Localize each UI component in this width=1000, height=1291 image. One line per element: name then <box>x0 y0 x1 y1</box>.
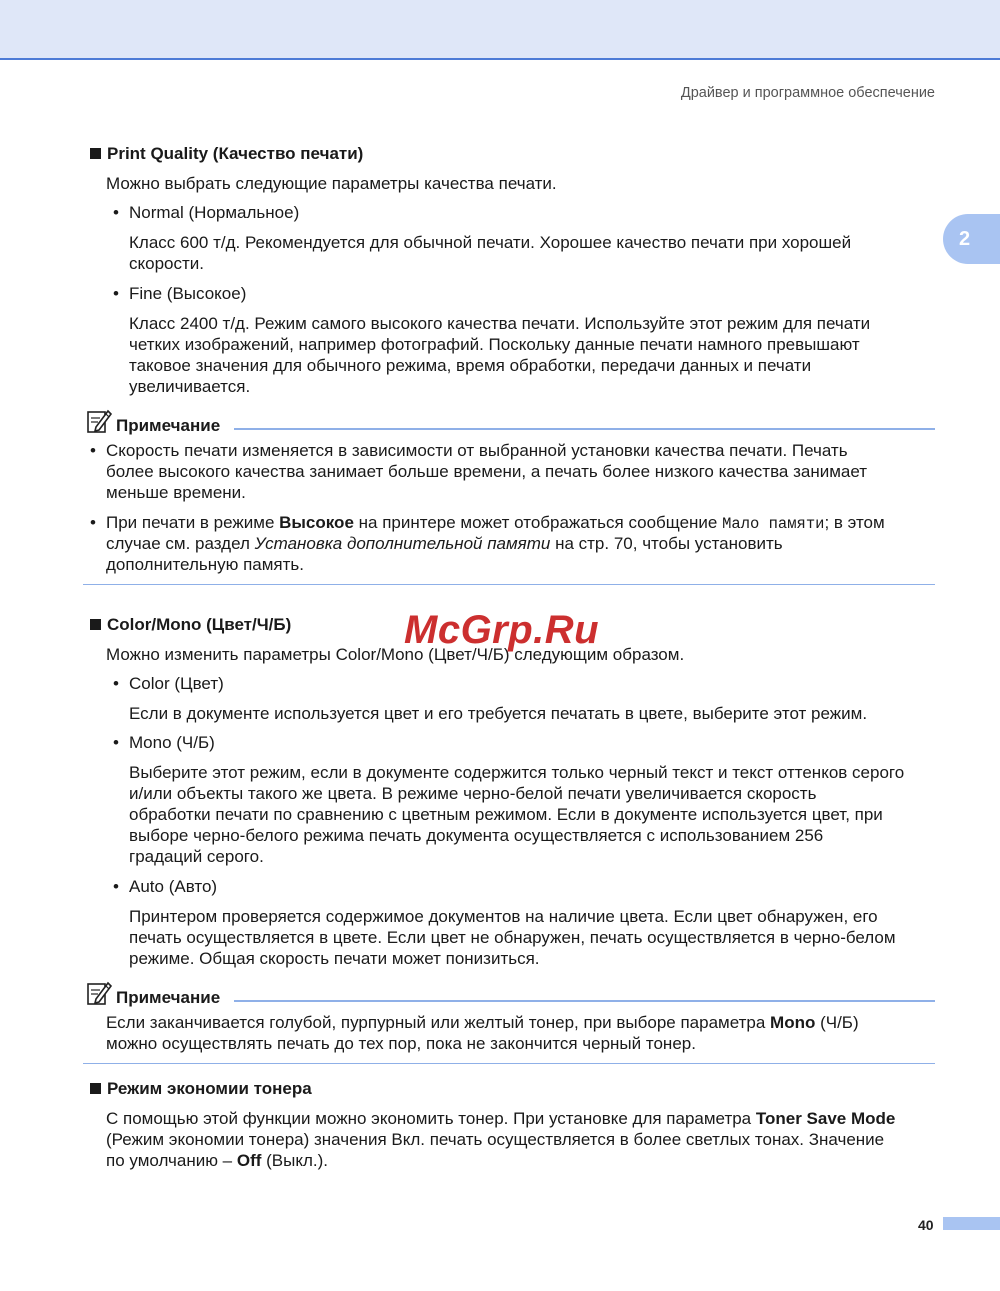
note-text-line <box>106 533 783 554</box>
paragraph-line: таковое значения для обычного режима, время обработки, передачи данных и печати <box>129 356 812 375</box>
paragraph-line: увеличивается. <box>129 377 251 396</box>
paragraph-text: С помощью этой функции можно экономить тонер. При установке для параметра <box>106 1109 756 1128</box>
list-item-label: Fine (Высокое) <box>129 284 247 303</box>
paragraph-line: и/или объекты такого же цвета. В режиме черно-белой печати увеличивается скорость <box>129 784 817 803</box>
paragraph: Можно изменить параметры Color/Mono (Цвет/Ч/Б) следующим образом. <box>106 645 685 664</box>
note-text: При печати в режиме <box>106 513 280 532</box>
paragraph: Можно выбрать следующие параметры качества печати. <box>106 174 557 193</box>
top-header-band <box>0 0 1000 60</box>
paragraph-line: градаций серого. <box>129 847 264 866</box>
list-item: • Auto (Авто) <box>113 877 218 896</box>
list-item-label: Normal (Нормальное) <box>129 203 300 222</box>
note-text: Если заканчивается голубой, пурпурный или желтый тонер, при выборе параметра <box>106 1013 771 1032</box>
note-text-bold: Mono <box>770 1013 816 1032</box>
note-text: на стр. 70, чтобы установить <box>550 534 783 553</box>
paragraph-line: печать осуществляется в цвете. Если цвет не обнаружен, печать осуществляется в черно-белом <box>129 928 896 947</box>
note-text: ; в этом <box>824 513 885 532</box>
paragraph-text-bold: Toner Save Mode <box>755 1109 896 1128</box>
paragraph-line: Если в документе используется цвет и его требуется печатать в цвете, выберите этот режим. <box>129 704 868 723</box>
paragraph-text: по умолчанию – <box>106 1151 237 1170</box>
note-text: более высокого качества занимает больше времени, а печать более низкого качества занимает <box>106 462 868 481</box>
paragraph-line: режиме. Общая скорость печати может понизиться. <box>129 949 540 968</box>
note-text: на принтере может отображаться сообщение <box>353 513 723 532</box>
paragraph-text: (Выкл.). <box>261 1151 329 1170</box>
list-item: • Color (Цвет) <box>113 674 224 693</box>
paragraph-line <box>106 1150 328 1171</box>
note-text: меньше времени. <box>106 483 246 502</box>
note-pencil-icon <box>86 408 112 434</box>
paragraph-line: Принтером проверяется содержимое документов на наличие цвета. Если цвет обнаружен, его <box>129 907 878 926</box>
paragraph-line: обработки печати по сравнению с цветным режимом. Если в документе используется цвет, при <box>129 805 883 824</box>
list-item-label: Mono (Ч/Б) <box>129 733 215 752</box>
note-divider <box>234 428 935 430</box>
paragraph-line: (Режим экономии тонера) значения Вкл. печать осуществляется в более светлых тонах. Значение <box>106 1130 885 1149</box>
list-item: • Normal (Нормальное) <box>113 203 300 222</box>
square-bullet-icon <box>90 619 101 630</box>
note-text-bold: Высокое <box>279 513 354 532</box>
square-bullet-icon <box>90 148 101 159</box>
list-item: • Fine (Высокое) <box>113 284 247 303</box>
chapter-tab: 2 <box>943 214 1000 264</box>
list-item-label: Auto (Авто) <box>129 877 218 896</box>
running-header: Драйвер и программное обеспечение <box>680 85 935 101</box>
paragraph-line: выборе черно-белого режима печать документа осуществляется с использованием 256 <box>129 826 824 845</box>
paragraph-line <box>106 1108 895 1129</box>
note-bottom-rule <box>83 584 935 585</box>
note-text: Скорость печати изменяется в зависимости от выбранной установки качества печати. Печать <box>106 441 848 460</box>
note-text-line <box>106 1012 859 1033</box>
note-text: дополнительную память. <box>106 555 305 574</box>
note-label: Примечание <box>116 988 221 1007</box>
section-title-color-mono <box>90 614 291 635</box>
paragraph-line: Класс 600 т/д. Рекомендуется для обычной печати. Хорошее качество печати при хорошей <box>129 233 852 252</box>
section-title-text: Print Quality (Качество печати) <box>107 144 364 163</box>
note-label: Примечание <box>116 416 221 435</box>
note-divider <box>234 1000 935 1002</box>
cross-reference-link[interactable]: Установка дополнительной памяти <box>254 534 551 553</box>
paragraph-line: Класс 2400 т/д. Режим самого высокого качества печати. Используйте этот режим для печати <box>129 314 871 333</box>
paragraph-line: четких изображений, например фотографий. Поскольку данные печати намного превышают <box>129 335 860 354</box>
section-title-toner-save <box>90 1078 312 1099</box>
paragraph-line: Выберите этот режим, если в документе содержится только черный текст и текст оттенков серого <box>129 763 905 782</box>
page-number: 40 <box>918 1217 934 1233</box>
lcd-message: Мало памяти <box>722 515 825 533</box>
paragraph-text-bold: Off <box>236 1151 262 1170</box>
note-bullet: • При печати в режиме Высокое на принтере может отображаться сообщение Мало памяти; в этом <box>90 513 885 533</box>
list-item: • Mono (Ч/Б) <box>113 733 215 752</box>
section-title-print-quality <box>90 143 363 164</box>
list-item-label: Color (Цвет) <box>129 674 224 693</box>
note-text: (Ч/Б) <box>815 1013 859 1032</box>
section-title-text: Color/Mono (Цвет/Ч/Б) <box>107 615 292 634</box>
note-text: можно осуществлять печать до тех пор, пока не закончится черный тонер. <box>106 1034 696 1053</box>
watermark: McGrp.Ru <box>404 608 600 652</box>
note-bullet: • Скорость печати изменяется в зависимости от выбранной установки качества печати. Печать <box>90 441 848 460</box>
paragraph-line: скорости. <box>129 254 204 273</box>
note-pencil-icon <box>86 980 112 1006</box>
note-text: случае см. раздел <box>106 534 255 553</box>
page-number-bar <box>943 1217 1000 1230</box>
square-bullet-icon <box>90 1083 101 1094</box>
section-title-text: Режим экономии тонера <box>107 1079 312 1098</box>
note-bottom-rule <box>83 1063 935 1064</box>
